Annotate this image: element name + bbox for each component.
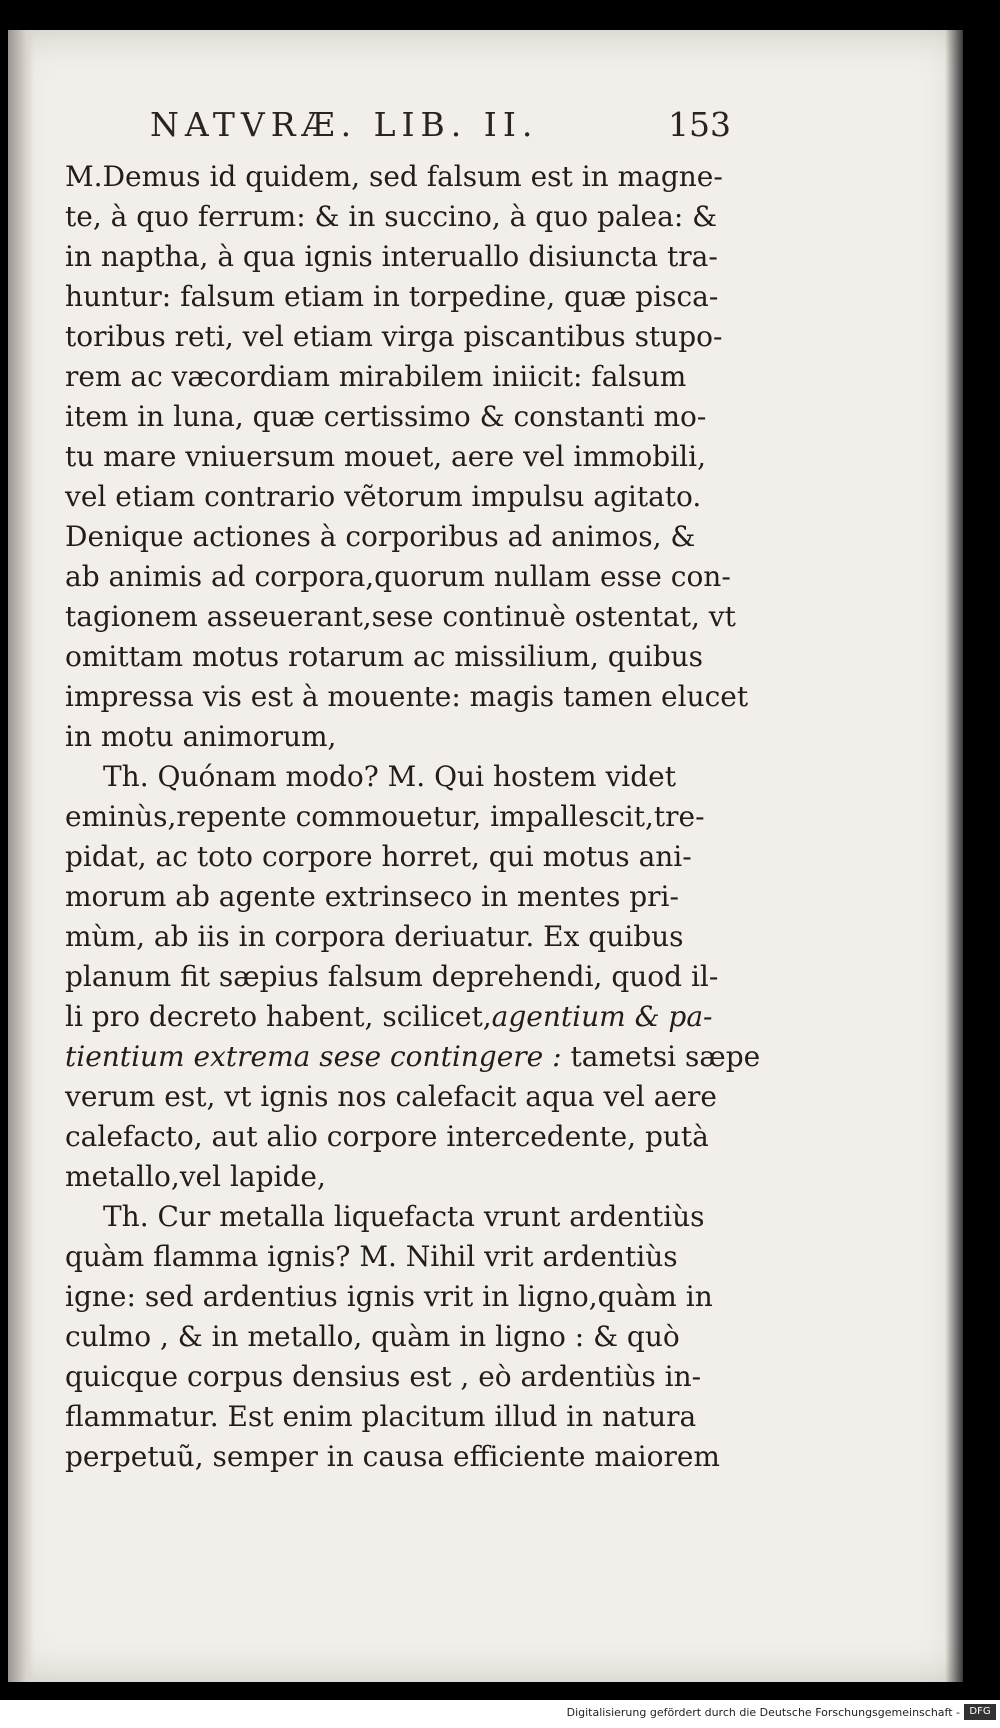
- line-text: ab animis ad corpora,quorum nullam esse con-: [65, 560, 731, 593]
- line-text: in motu animorum,: [65, 720, 337, 753]
- line-text: quicque corpus densius est , eò ardentiùs in-: [65, 1360, 702, 1393]
- line-text: calefacto, aut alio corpore intercedente, putà: [65, 1120, 709, 1153]
- text-line: [65, 597, 735, 637]
- dfg-logo: DFG: [964, 1704, 996, 1720]
- text-line: [65, 637, 735, 677]
- text-line: [65, 157, 735, 197]
- line-text: huntur: falsum etiam in torpedine, quæ pisca-: [65, 280, 719, 313]
- text-line: [65, 277, 735, 317]
- line-text: tagionem asseuerant,sese continuè ostentat, vt: [65, 600, 736, 633]
- line-text: verum est, vt ignis nos calefacit aqua vel aere: [65, 1080, 717, 1113]
- page-spine-shadow: [8, 30, 34, 1682]
- line-text: mùm, ab iis in corpora deriuatur. Ex quibus: [65, 920, 684, 953]
- line-text: in naptha, à qua ignis interuallo disiuncta tra-: [65, 240, 718, 273]
- text-line: [65, 1157, 735, 1197]
- text-line: [65, 397, 735, 437]
- line-text: omittam motus rotarum ac missilium, quibus: [65, 640, 704, 673]
- line-text: Th. Cur metalla liquefacta vrunt ardentiùs: [103, 1200, 705, 1233]
- text-line: [65, 1077, 735, 1117]
- running-head: NATVRÆ. LIB. II.: [150, 105, 539, 144]
- text-line: [65, 677, 749, 717]
- text-line: [65, 837, 735, 877]
- line-text: pidat, ac toto corpore horret, qui motus ani-: [65, 840, 692, 873]
- line-text: morum ab agente extrinseco in mentes pri-: [65, 880, 679, 913]
- line-text: te, à quo ferrum: & in succino, à quo palea: &: [65, 200, 718, 233]
- line-text: vel etiam contrario vẽtorum impulsu agitato.: [65, 480, 702, 513]
- page-edge-shadow: [945, 30, 963, 1682]
- text-line: [65, 197, 735, 237]
- line-text: rem ac væcordiam mirabilem iniicit: falsum: [65, 360, 687, 393]
- text-line: [65, 477, 735, 517]
- text-line: [65, 517, 735, 557]
- line-text: Denique actiones à corporibus ad animos, &: [65, 520, 696, 553]
- text-line: [65, 437, 735, 477]
- line-text: eminùs,repente commouetur, impallescit,tre-: [65, 800, 705, 833]
- text-line: [65, 877, 735, 917]
- line-text: M.Demus id quidem, sed falsum est in magne-: [65, 160, 723, 193]
- text-line: [65, 917, 735, 957]
- text-line: [65, 1037, 761, 1077]
- text-line: [65, 357, 735, 397]
- line-text: culmo , & in metallo, quàm in ligno : & quò: [65, 1320, 680, 1353]
- text-line: [65, 997, 735, 1037]
- line-text: li pro decreto habent, scilicet,: [65, 1000, 492, 1033]
- line-text: metallo,vel lapide,: [65, 1160, 326, 1193]
- line-text: igne: sed ardentius ignis vrit in ligno,quàm in: [65, 1280, 713, 1313]
- italic-text: tientium extrema sese contingere :: [65, 1040, 562, 1073]
- text-line: [65, 1237, 735, 1277]
- line-text: quàm flamma ignis? M. Nihil vrit ardentiùs: [65, 1240, 678, 1273]
- text-line: [65, 1317, 735, 1357]
- line-text: tu mare vniuersum mouet, aere vel immobili,: [65, 440, 706, 473]
- line-text: toribus reti, vel etiam virga piscantibus stupo-: [65, 320, 723, 353]
- text-line: [65, 1437, 735, 1477]
- text-line: [65, 797, 735, 837]
- text-line: [65, 957, 735, 997]
- text-line: [65, 1277, 735, 1317]
- text-line: [65, 557, 735, 597]
- line-text: item in luna, quæ certissimo & constanti mo-: [65, 400, 707, 433]
- line-text: impressa vis est à mouente: magis tamen elucet: [65, 680, 749, 713]
- text-line: [65, 317, 735, 357]
- text-line: [65, 757, 735, 797]
- line-tail-text: tametsi sæpe: [561, 1040, 761, 1073]
- line-text: planum fit sæpius falsum deprehendi, quod il-: [65, 960, 719, 993]
- text-line: [65, 1117, 735, 1157]
- line-text: Th. Quónam modo? M. Qui hostem videt: [103, 760, 677, 793]
- italic-text: agentium & pa-: [491, 1000, 713, 1033]
- line-text: perpetuũ, semper in causa efficiente maiorem: [65, 1440, 720, 1473]
- page-number: 153: [668, 105, 731, 144]
- text-line: [65, 1357, 735, 1397]
- text-line: [65, 1397, 735, 1437]
- body-text: [65, 157, 761, 1477]
- text-line: [65, 717, 735, 757]
- text-line: [65, 237, 735, 277]
- footer-credit: Digitalisierung gefördert durch die Deutsche Forschungsgemeinschaft -: [566, 1706, 960, 1719]
- text-line: [65, 1197, 735, 1237]
- line-text: flammatur. Est enim placitum illud in natura: [65, 1400, 697, 1433]
